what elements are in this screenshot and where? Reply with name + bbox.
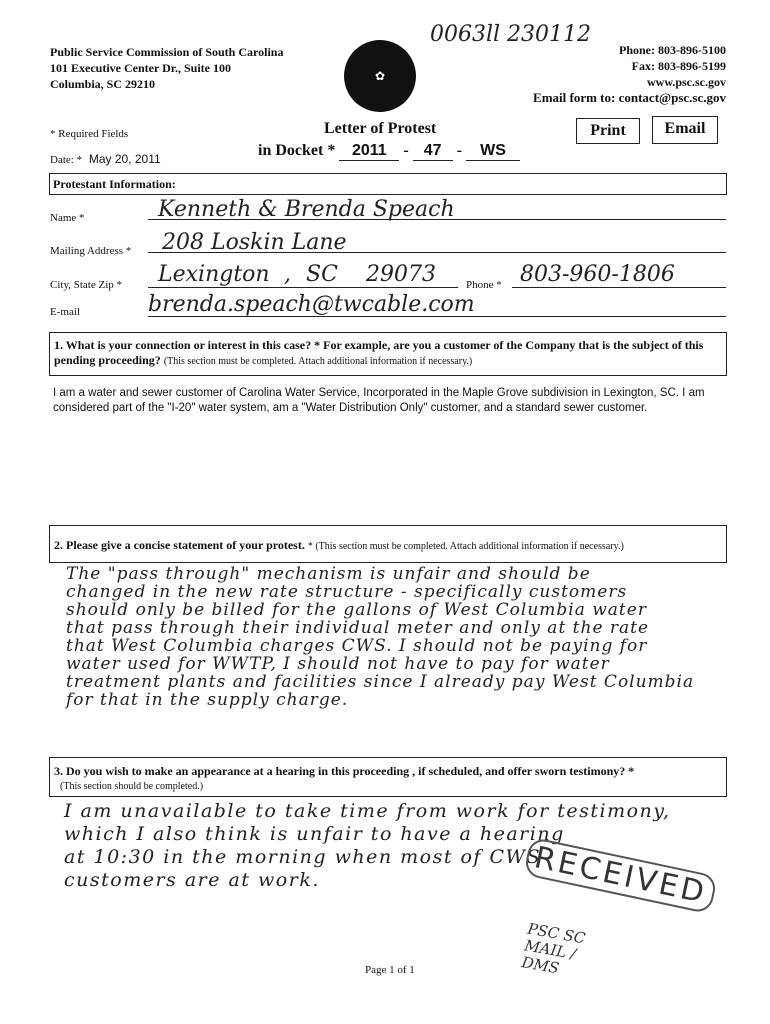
name-label: Name * xyxy=(50,212,85,224)
email-form-to[interactable]: Email form to: contact@psc.sc.gov xyxy=(533,90,726,105)
question-2-box xyxy=(49,525,727,563)
question-3-box xyxy=(49,757,727,797)
question-3-answer-line: I am unavailable to take time from work for testimony, xyxy=(64,800,671,822)
question-2-answer-line: The "pass through" mechanism is unfair and should be xyxy=(66,564,591,584)
docket-type[interactable]: WS xyxy=(466,142,520,161)
phone-label: Phone * xyxy=(466,279,502,291)
received-stamp: RECEIVED xyxy=(523,837,718,915)
org-city: Columbia, SC 29210 xyxy=(50,77,156,91)
city-field[interactable]: Lexington xyxy=(158,262,270,287)
phone-number: Phone: 803-896-5100 xyxy=(619,43,726,57)
question-1-answer[interactable]: I am a water and sewer customer of Carolina Water Service, Incorporated in the Maple Grove subdivision in Lexington, SC. I am considered part of the "I-20" water system, am a "Water Distribution Only" customer, and a standard sewer customer. xyxy=(53,387,705,414)
docket-number[interactable]: 47 xyxy=(413,142,453,161)
city-state-zip-underline xyxy=(148,287,458,288)
city-comma: , xyxy=(284,262,291,287)
contact-info xyxy=(533,42,726,106)
page-number: Page 1 of 1 xyxy=(365,964,415,976)
question-1-text xyxy=(54,338,722,369)
docket-row xyxy=(258,142,520,161)
fax-number: Fax: 803-896-5199 xyxy=(631,59,726,73)
protestant-section-title: Protestant Information: xyxy=(53,177,176,191)
question-3-prompt: 3. Do you wish to make an appearance at a hearing in this proceeding , if scheduled, and offer sworn testimony? * xyxy=(54,764,635,778)
date-label: Date: * xyxy=(50,154,83,166)
docket-separator-1: - xyxy=(403,142,409,159)
email-label: E-mail xyxy=(50,306,80,318)
date-value[interactable]: May 20, 2011 xyxy=(88,152,161,166)
handwritten-document-number: 0063ll 230112 xyxy=(430,22,592,47)
protestant-section-header xyxy=(49,173,727,195)
zip-field[interactable]: 29073 xyxy=(366,262,436,287)
question-2-text xyxy=(54,538,722,553)
date-row xyxy=(50,152,161,166)
docket-year[interactable]: 2011 xyxy=(339,142,399,161)
required-fields-note: * Required Fields xyxy=(50,128,129,140)
question-2-answer-line: that West Columbia charges CWS. I should not be paying for xyxy=(66,636,648,656)
mail-dms-stamp: PSC SC MAIL / DMS xyxy=(520,919,587,978)
phone-field[interactable]: 803-960-1806 xyxy=(520,262,675,287)
docket-separator-2: - xyxy=(456,142,462,159)
question-1-box xyxy=(49,332,727,376)
name-field[interactable]: Kenneth & Brenda Speach xyxy=(158,197,455,222)
psc-seal xyxy=(344,40,416,112)
question-3-note: (This section should be completed.) xyxy=(60,781,204,792)
question-1-note: (This section must be completed. Attach additional information if necessary.) xyxy=(163,356,473,367)
question-2-answer-line: changed in the new rate structure - specifically customers xyxy=(66,582,628,602)
docket-label: in Docket * xyxy=(258,142,336,159)
question-2-answer-line: water used for WWTP, I should not have to pay for water xyxy=(66,654,610,674)
question-2-answer[interactable] xyxy=(66,565,726,709)
question-2-answer-line: should only be billed for the gallons of West Columbia water xyxy=(66,600,647,620)
phone-underline xyxy=(512,287,726,288)
question-3-answer-line: customers are at work. xyxy=(64,869,320,891)
org-street: 101 Executive Center Dr., Suite 100 xyxy=(50,61,231,75)
state-field[interactable]: SC xyxy=(306,262,338,287)
question-2-answer-line: for that in the supply charge. xyxy=(66,690,349,710)
email-button[interactable]: Email xyxy=(652,116,718,144)
question-2-answer-line: treatment plants and facilities since I already pay West Columbia xyxy=(66,672,695,692)
question-3-answer-line: which I also think is unfair to have a hearing xyxy=(64,823,565,845)
email-field[interactable]: brenda.speach@twcable.com xyxy=(148,292,475,317)
website[interactable]: www.psc.sc.gov xyxy=(646,75,726,89)
print-button[interactable]: Print xyxy=(576,118,640,144)
form-title: Letter of Protest xyxy=(324,120,437,137)
address-label: Mailing Address * xyxy=(50,245,132,257)
question-2-prompt: 2. Please give a concise statement of your protest. xyxy=(54,538,305,552)
city-state-zip-label: City, State Zip * xyxy=(50,279,123,291)
question-3-text xyxy=(54,764,722,794)
question-1-prompt: 1. What is your connection or interest in this case? * For example, are you a customer of the Company that is the subject of this pending proceeding? xyxy=(54,338,704,367)
address-field[interactable]: 208 Loskin Lane xyxy=(162,230,347,255)
question-3-answer-line: at 10:30 in the morning when most of CWS xyxy=(64,846,542,868)
commission-address xyxy=(50,44,283,92)
question-2-note: * (This section must be completed. Attach additional information if necessary.) xyxy=(307,541,624,552)
org-name: Public Service Commission of South Carolina xyxy=(50,45,284,59)
question-2-answer-line: that pass through their individual meter and only at the rate xyxy=(66,618,650,638)
seal-emblem-icon: ✿ xyxy=(374,69,386,83)
